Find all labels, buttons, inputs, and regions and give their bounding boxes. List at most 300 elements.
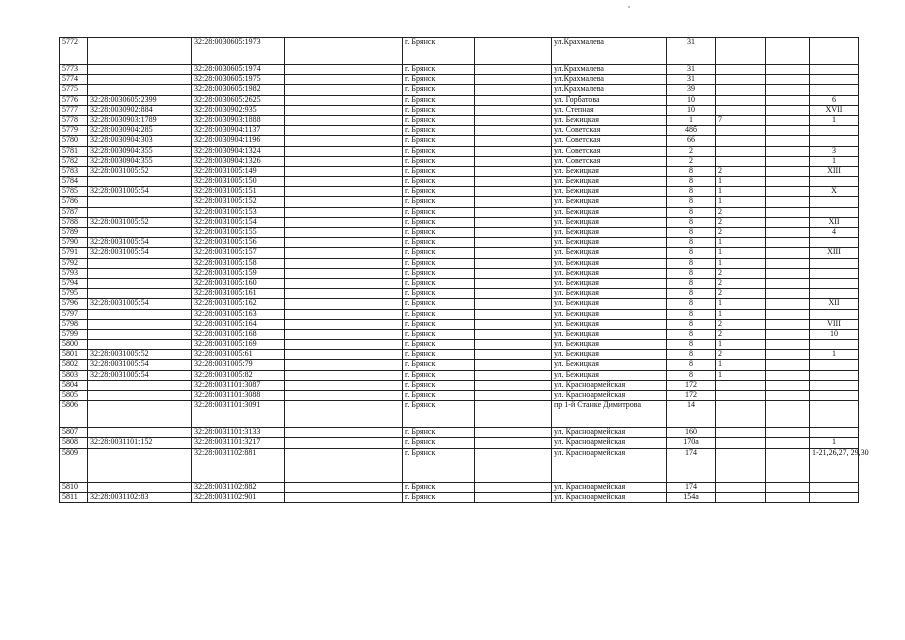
empty-cell	[475, 380, 552, 390]
room-number	[810, 401, 859, 428]
empty-cell	[285, 360, 403, 370]
building-number: 1	[716, 309, 766, 319]
building-number	[716, 156, 766, 166]
empty-cell	[285, 492, 403, 502]
city: г. Брянск	[403, 228, 475, 238]
room-number: X	[810, 187, 859, 197]
parent-cadastral-number	[88, 319, 192, 329]
room-number	[810, 177, 859, 187]
street: ул. Бежицкая	[552, 350, 667, 360]
house-number: 8	[667, 228, 716, 238]
cadastral-number: 32:28:0031005:158	[192, 258, 285, 268]
parent-cadastral-number	[88, 401, 192, 428]
house-number: 66	[667, 136, 716, 146]
room-number	[810, 380, 859, 390]
building-number: 2	[716, 329, 766, 339]
flat-number	[766, 115, 810, 125]
building-number: 1	[716, 360, 766, 370]
city: г. Брянск	[403, 299, 475, 309]
street: ул. Бежицкая	[552, 187, 667, 197]
record-number: 5777	[60, 105, 88, 115]
flat-number	[766, 166, 810, 176]
flat-number	[766, 340, 810, 350]
flat-number	[766, 329, 810, 339]
room-number	[810, 289, 859, 299]
flat-number	[766, 156, 810, 166]
empty-cell	[285, 380, 403, 390]
street: ул. Бежицкая	[552, 299, 667, 309]
table-row	[60, 380, 859, 390]
building-number: 2	[716, 289, 766, 299]
table-row	[60, 95, 859, 105]
empty-cell	[475, 85, 552, 95]
building-number	[716, 492, 766, 502]
table-row	[60, 370, 859, 380]
house-number: 8	[667, 319, 716, 329]
building-number	[716, 428, 766, 438]
city: г. Брянск	[403, 146, 475, 156]
table-row	[60, 319, 859, 329]
street: пр 1-й Станке Димитрова	[552, 401, 667, 428]
empty-cell	[285, 438, 403, 448]
record-number: 5810	[60, 482, 88, 492]
table-row	[60, 187, 859, 197]
city: г. Брянск	[403, 207, 475, 217]
parent-cadastral-number: 32:28:0030903:1789	[88, 115, 192, 125]
empty-cell	[285, 115, 403, 125]
empty-cell	[475, 438, 552, 448]
city: г. Брянск	[403, 156, 475, 166]
empty-cell	[285, 248, 403, 258]
city: г. Брянск	[403, 340, 475, 350]
parent-cadastral-number	[88, 228, 192, 238]
room-number	[810, 492, 859, 502]
cadastral-number: 32:28:0031005:61	[192, 350, 285, 360]
table-row	[60, 166, 859, 176]
table-row	[60, 492, 859, 502]
table-row	[60, 448, 859, 482]
cadastral-number: 32:28:0031102:881	[192, 448, 285, 482]
empty-cell	[285, 166, 403, 176]
cadastral-number: 32:28:0030904:1324	[192, 146, 285, 156]
empty-cell	[285, 350, 403, 360]
city: г. Брянск	[403, 187, 475, 197]
empty-cell	[285, 156, 403, 166]
street: ул. Бежицкая	[552, 289, 667, 299]
empty-cell	[475, 197, 552, 207]
city: г. Брянск	[403, 319, 475, 329]
empty-cell	[475, 166, 552, 176]
room-number	[810, 391, 859, 401]
room-number	[810, 238, 859, 248]
empty-cell	[285, 482, 403, 492]
room-number	[810, 85, 859, 95]
cadastral-number: 32:28:0031005:79	[192, 360, 285, 370]
record-number: 5809	[60, 448, 88, 482]
house-number: 8	[667, 258, 716, 268]
street: ул. Бежицкая	[552, 258, 667, 268]
parent-cadastral-number	[88, 207, 192, 217]
room-number	[810, 428, 859, 438]
house-number: 8	[667, 207, 716, 217]
flat-number	[766, 258, 810, 268]
street: ул. Советская	[552, 146, 667, 156]
table-row	[60, 177, 859, 187]
street: ул. Бежицкая	[552, 329, 667, 339]
empty-cell	[285, 309, 403, 319]
room-number	[810, 197, 859, 207]
city: г. Брянск	[403, 278, 475, 288]
cadastral-number: 32:28:0030605:1974	[192, 65, 285, 75]
street: ул. Бежицкая	[552, 207, 667, 217]
building-number: 7	[716, 115, 766, 125]
flat-number	[766, 268, 810, 278]
cadastral-number: 32:28:0030903:1888	[192, 115, 285, 125]
flat-number	[766, 228, 810, 238]
table-row	[60, 360, 859, 370]
street: ул. Красноармейская	[552, 482, 667, 492]
street: ул. Бежицкая	[552, 278, 667, 288]
building-number	[716, 126, 766, 136]
table-row	[60, 391, 859, 401]
table-row	[60, 299, 859, 309]
cadastral-number: 32:28:0031101:3217	[192, 438, 285, 448]
empty-cell	[475, 350, 552, 360]
cadastral-number: 32:28:0031005:163	[192, 309, 285, 319]
house-number: 31	[667, 38, 716, 65]
empty-cell	[475, 391, 552, 401]
parent-cadastral-number: 32:28:0030904:355	[88, 146, 192, 156]
room-number: 10	[810, 329, 859, 339]
empty-cell	[475, 38, 552, 65]
city: г. Брянск	[403, 448, 475, 482]
house-number: 160	[667, 428, 716, 438]
record-number: 5773	[60, 65, 88, 75]
house-number: 154а	[667, 492, 716, 502]
street: ул. Бежицкая	[552, 360, 667, 370]
cadastral-number: 32:28:0031101:3087	[192, 380, 285, 390]
empty-cell	[475, 217, 552, 227]
building-number: 1	[716, 340, 766, 350]
parent-cadastral-number: 32:28:0031005:52	[88, 166, 192, 176]
empty-cell	[285, 187, 403, 197]
city: г. Брянск	[403, 329, 475, 339]
room-number: VIII	[810, 319, 859, 329]
street: ул. Бежицкая	[552, 177, 667, 187]
room-number: XII	[810, 217, 859, 227]
table-row	[60, 428, 859, 438]
empty-cell	[285, 197, 403, 207]
city: г. Брянск	[403, 380, 475, 390]
cadastral-number: 32:28:0030904:1137	[192, 126, 285, 136]
parent-cadastral-number	[88, 85, 192, 95]
building-number	[716, 482, 766, 492]
empty-cell	[285, 105, 403, 115]
street: ул. Бежицкая	[552, 319, 667, 329]
empty-cell	[285, 126, 403, 136]
empty-cell	[285, 448, 403, 482]
city: г. Брянск	[403, 197, 475, 207]
street: ул.Крахмалева	[552, 65, 667, 75]
table-row	[60, 329, 859, 339]
table-row	[60, 197, 859, 207]
city: г. Брянск	[403, 95, 475, 105]
table-row	[60, 38, 859, 65]
record-number: 5772	[60, 38, 88, 65]
parent-cadastral-number	[88, 309, 192, 319]
table-row	[60, 146, 859, 156]
empty-cell	[475, 319, 552, 329]
building-number: 1	[716, 370, 766, 380]
city: г. Брянск	[403, 360, 475, 370]
room-number: 1	[810, 350, 859, 360]
empty-cell	[285, 391, 403, 401]
room-number	[810, 370, 859, 380]
city: г. Брянск	[403, 65, 475, 75]
record-number: 5792	[60, 258, 88, 268]
house-number: 2	[667, 146, 716, 156]
city: г. Брянск	[403, 428, 475, 438]
building-number: 2	[716, 268, 766, 278]
table-row	[60, 156, 859, 166]
building-number: 1	[716, 299, 766, 309]
empty-cell	[475, 268, 552, 278]
city: г. Брянск	[403, 248, 475, 258]
street: ул. Бежицкая	[552, 340, 667, 350]
empty-cell	[475, 156, 552, 166]
empty-cell	[285, 38, 403, 65]
parent-cadastral-number	[88, 428, 192, 438]
city: г. Брянск	[403, 238, 475, 248]
city: г. Брянск	[403, 370, 475, 380]
street: ул.Крахмалева	[552, 75, 667, 85]
table-row	[60, 278, 859, 288]
record-number: 5783	[60, 166, 88, 176]
city: г. Брянск	[403, 492, 475, 502]
parent-cadastral-number: 32:28:0031005:54	[88, 370, 192, 380]
city: г. Брянск	[403, 350, 475, 360]
city: г. Брянск	[403, 258, 475, 268]
room-number: 6	[810, 95, 859, 105]
record-number: 5781	[60, 146, 88, 156]
parent-cadastral-number: 32:28:0030605:2399	[88, 95, 192, 105]
building-number	[716, 95, 766, 105]
flat-number	[766, 65, 810, 75]
table-row	[60, 136, 859, 146]
table-row	[60, 217, 859, 227]
parent-cadastral-number: 32:28:0031005:54	[88, 248, 192, 258]
house-number: 48б	[667, 126, 716, 136]
empty-cell	[475, 482, 552, 492]
street: ул. Красноармейская	[552, 391, 667, 401]
parent-cadastral-number: 32:28:0031101:152	[88, 438, 192, 448]
parent-cadastral-number: 32:28:0031005:52	[88, 217, 192, 227]
record-number: 5788	[60, 217, 88, 227]
cadastral-number: 32:28:0031102:882	[192, 482, 285, 492]
cadastral-number: 32:28:0030902:935	[192, 105, 285, 115]
flat-number	[766, 248, 810, 258]
cadastral-number: 32:28:0031005:150	[192, 177, 285, 187]
house-number: 8	[667, 299, 716, 309]
street: ул.Крахмалева	[552, 38, 667, 65]
house-number: 10	[667, 95, 716, 105]
empty-cell	[475, 177, 552, 187]
parent-cadastral-number	[88, 278, 192, 288]
building-number: 1	[716, 238, 766, 248]
record-number: 5805	[60, 391, 88, 401]
building-number: 2	[716, 228, 766, 238]
record-number: 5798	[60, 319, 88, 329]
house-number: 8	[667, 370, 716, 380]
flat-number	[766, 105, 810, 115]
cadastral-number: 32:28:0031005:160	[192, 278, 285, 288]
table-row	[60, 438, 859, 448]
empty-cell	[285, 238, 403, 248]
house-number: 8	[667, 329, 716, 339]
flat-number	[766, 370, 810, 380]
street: ул. Красноармейская	[552, 438, 667, 448]
empty-cell	[285, 299, 403, 309]
city: г. Брянск	[403, 105, 475, 115]
city: г. Брянск	[403, 289, 475, 299]
building-number: 2	[716, 166, 766, 176]
room-number	[810, 126, 859, 136]
city: г. Брянск	[403, 85, 475, 95]
flat-number	[766, 391, 810, 401]
flat-number	[766, 187, 810, 197]
cadastral-number: 32:28:0030904:1326	[192, 156, 285, 166]
building-number	[716, 401, 766, 428]
street: ул. Бежицкая	[552, 268, 667, 278]
building-number: 1	[716, 177, 766, 187]
house-number: 1	[667, 115, 716, 125]
room-number	[810, 136, 859, 146]
house-number: 8	[667, 238, 716, 248]
flat-number	[766, 380, 810, 390]
cadastral-number: 32:28:0031101:3091	[192, 401, 285, 428]
room-number: 1	[810, 156, 859, 166]
flat-number	[766, 360, 810, 370]
flat-number	[766, 75, 810, 85]
parent-cadastral-number	[88, 75, 192, 85]
cadastral-number: 32:28:0031005:151	[192, 187, 285, 197]
record-number: 5791	[60, 248, 88, 258]
flat-number	[766, 438, 810, 448]
parent-cadastral-number	[88, 197, 192, 207]
cadastral-number: 32:28:0031005:169	[192, 340, 285, 350]
city: г. Брянск	[403, 166, 475, 176]
cadastral-number: 32:28:0031005:153	[192, 207, 285, 217]
room-number	[810, 309, 859, 319]
parent-cadastral-number	[88, 258, 192, 268]
cadastral-number: 32:28:0031101:3133	[192, 428, 285, 438]
flat-number	[766, 309, 810, 319]
house-number: 31	[667, 65, 716, 75]
cadastral-number: 32:28:0031005:157	[192, 248, 285, 258]
cadastral-number: 32:28:0031101:3088	[192, 391, 285, 401]
flat-number	[766, 289, 810, 299]
house-number: 31	[667, 75, 716, 85]
record-number: 5794	[60, 278, 88, 288]
cadastral-number: 32:28:0031005:168	[192, 329, 285, 339]
cadastral-number: 32:28:0031005:154	[192, 217, 285, 227]
empty-cell	[285, 370, 403, 380]
table-row	[60, 115, 859, 125]
cadastral-number: 32:28:0031005:149	[192, 166, 285, 176]
parent-cadastral-number	[88, 65, 192, 75]
empty-cell	[475, 448, 552, 482]
building-number	[716, 380, 766, 390]
street: ул. Бежицкая	[552, 238, 667, 248]
record-number: 5797	[60, 309, 88, 319]
room-number: XII	[810, 299, 859, 309]
parent-cadastral-number: 32:28:0031005:54	[88, 187, 192, 197]
city: г. Брянск	[403, 268, 475, 278]
empty-cell	[475, 329, 552, 339]
table-row	[60, 401, 859, 428]
empty-cell	[475, 115, 552, 125]
record-number: 5802	[60, 360, 88, 370]
empty-cell	[285, 146, 403, 156]
parent-cadastral-number: 32:28:0030904:285	[88, 126, 192, 136]
room-number	[810, 278, 859, 288]
flat-number	[766, 207, 810, 217]
street: ул. Красноармейская	[552, 380, 667, 390]
house-number: 8	[667, 340, 716, 350]
house-number: 8	[667, 248, 716, 258]
table-row	[60, 248, 859, 258]
table-row	[60, 258, 859, 268]
empty-cell	[285, 319, 403, 329]
room-number: XIII	[810, 166, 859, 176]
house-number: 8	[667, 187, 716, 197]
empty-cell	[285, 428, 403, 438]
house-number: 2	[667, 156, 716, 166]
room-number: 1	[810, 115, 859, 125]
street: ул. Горбатова	[552, 95, 667, 105]
empty-cell	[285, 340, 403, 350]
city: г. Брянск	[403, 177, 475, 187]
city: г. Брянск	[403, 438, 475, 448]
house-number: 8	[667, 197, 716, 207]
flat-number	[766, 482, 810, 492]
room-number: 4	[810, 228, 859, 238]
table-row	[60, 238, 859, 248]
house-number: 8	[667, 289, 716, 299]
empty-cell	[475, 370, 552, 380]
city: г. Брянск	[403, 115, 475, 125]
building-number	[716, 438, 766, 448]
table-row	[60, 482, 859, 492]
empty-cell	[285, 207, 403, 217]
parent-cadastral-number	[88, 38, 192, 65]
empty-cell	[475, 248, 552, 258]
house-number: 172	[667, 391, 716, 401]
room-number	[810, 268, 859, 278]
room-number: XVII	[810, 105, 859, 115]
city: г. Брянск	[403, 136, 475, 146]
cadastral-number: 32:28:0031005:156	[192, 238, 285, 248]
street: ул. Бежицкая	[552, 197, 667, 207]
building-number	[716, 136, 766, 146]
record-number: 5786	[60, 197, 88, 207]
building-number: 2	[716, 319, 766, 329]
empty-cell	[475, 428, 552, 438]
record-number: 5785	[60, 187, 88, 197]
street: ул. Красноармейская	[552, 492, 667, 502]
parent-cadastral-number: 32:28:0031005:52	[88, 350, 192, 360]
house-number: 174	[667, 482, 716, 492]
